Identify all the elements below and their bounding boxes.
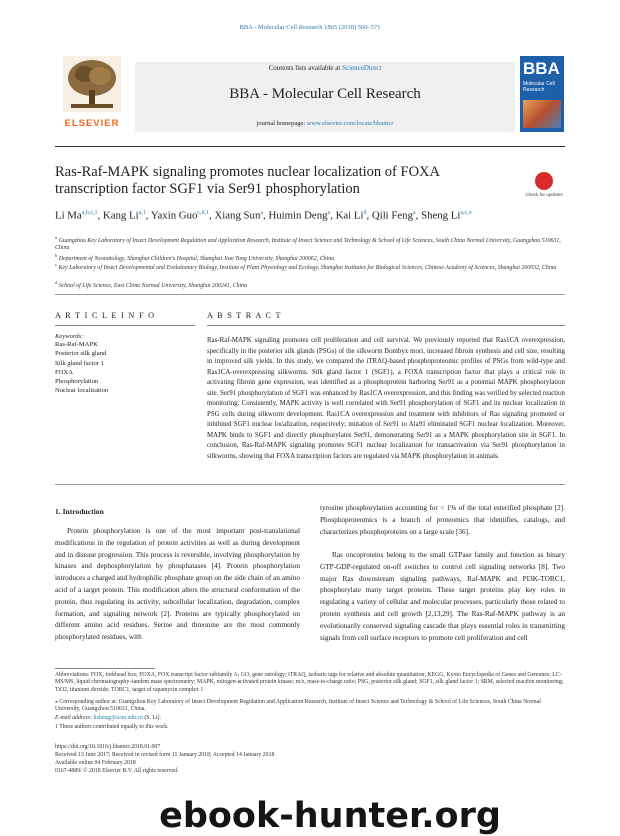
doi-link[interactable]: https://doi.org/10.1016/j.bbamcr.2018.01.007	[55, 744, 161, 750]
homepage-line: journal homepage: www.elsevier.com/locate/bbamcr	[256, 120, 394, 127]
email-footnote: E-mail address: lisheng@scnu.edu.cn (S. Li).	[55, 715, 161, 721]
journal-masthead	[135, 62, 515, 132]
copyright: 0167-4889/ © 2018 Elsevier B.V. All rights reserved.	[55, 768, 179, 774]
keyword: FOXA	[55, 368, 73, 376]
watermark-text: ebook-hunter.org	[159, 796, 501, 836]
keyword: Posterior silk gland	[55, 350, 107, 358]
abstract-divider	[55, 484, 565, 485]
journal-homepage-link[interactable]: www.elsevier.com/locate/bbamcr	[306, 120, 394, 127]
email-link[interactable]: lisheng@scnu.edu.cn	[93, 715, 143, 721]
article-info-rule	[55, 325, 195, 326]
publisher-logo-text: ELSEVIER	[64, 118, 120, 129]
journal-title: BBA - Molecular Cell Research	[229, 86, 421, 102]
abstract-rule	[207, 325, 565, 326]
affiliation: $^b$ Department of Neonatology, Shanghai Children's Hospital, Shanghai Jiao Tong University, Shanghai 200062, China	[55, 253, 335, 262]
affiliation-divider	[55, 294, 565, 295]
author: Huimin Deng	[268, 209, 328, 222]
author-list: Li Ma$^{a,b,c,1}$, Kang Li$^{a,1}$, Yaxin Guo$^{c,d,1}$, Xiang Sun$^a$, Huimin Deng$^a$, Kai Li$^d$, Qili Feng$^a$, Sheng $Li^{a,c,⁎}$	[55, 209, 472, 222]
equal-contribution-footnote: 1 These authors contributed equally to this work.	[55, 724, 169, 730]
corresponding-author-footnote: ⁎ Corresponding author at: Guangzhou Key Laboratory of Insect Development Regulation and Application Research, Institute of Insect Science and Technology & School of Life Sciences, South China Normal University, Guangzhou 510631, China.	[55, 699, 541, 713]
check-updates-icon	[535, 172, 553, 190]
keywords-block	[55, 333, 195, 396]
abstract-text: Ras-Raf-MAPK signaling promotes cell proliferation and cell survival. We previously reported that Ras1CA overexpression, specifically in the posterior silk glands (PSGs) of the silkworm Bombyx mori, increased fibroin synthesis and cell size, resulting in improved silk yields. In this study, we compared the iTRAQ-based phosphoproteomic profiles of PSGs from wild-type and Ras1CA-overexpressing silkworms. Silk gland factor 1 (SGF1), a FOXA transcription factor that plays a critical role in activating fibroin gene expression, was identified as a phosphoprotein harboring Ser91 as a potential MAPK phosphorylation site. Ser91 phosphorylation of SGF1 was enhanced by Ras1CA overexpression, and this finding was verified by selected reaction monitoring. Consistently, MAPK activity is well correlated with Ser91 phosphorylation of SGF1 and its nuclear localization in PSG cells during silkworm development. Ras1CA overexpression and treatment with inhibitors of Ras signaling promoted or inhibited SGF1 nuclear localization, respectively; mutation of Ser91 to Ala91 eliminated SGF1 nuclear localization. Moreover, MAPK binds to SGF1 and directly phosphorylates Ser91, demonstrating Ser91 as a MAPK phosphorylation site in SGF1. In conclusion, Ras-Raf-MAPK signaling promotes SGF1 nuclear localization for transactivation via Ser91 phosphorylation in silkworms, showing that FOXA transcription factors are regulated via MAPK phosphorylation in animals.	[207, 337, 565, 460]
check-for-updates-badge[interactable]: Check for updates	[525, 170, 563, 208]
affiliation: $^d$ School of Life Science, East China Normal University, Shanghai 200241, China	[55, 280, 248, 289]
cover-subtitle: Molecular Cell Research	[523, 81, 555, 93]
intro-column-1: Protein phosphorylation is one of the most important post-translational modifications in the regulation of protein activities as well as during development and in disease progression. This process is reversible, involving phosphorylation by kinases and dephosphorylation by phosphatases [4]. Protein phosphorylation introduces a charged and hydrophilic phosphate group on the side chain of an amino acid of a target protein. This modification alters the structural conformation of the protein, thus regulating its activity, subcellular localization, degradation, complex formation, and signaling network [2]. Proteins are typically phosphorylated on different amino acid residues. Serine and threonine are the most commonly phosphorylated residues, with	[55, 527, 300, 642]
author: Yaxin Guo	[150, 209, 198, 222]
article-title: Ras-Raf-MAPK signaling promotes nuclear localization of FOXA transcription factor SGF1 via Ser91 phosphorylation	[55, 164, 440, 197]
cover-title: BBA	[523, 59, 560, 78]
keyword: Ras-Raf-MAPK	[55, 341, 98, 348]
author: Qili Feng	[371, 209, 413, 222]
keyword: Phosphorylation	[55, 378, 99, 386]
abstract-heading: A B S T R A C T	[207, 311, 282, 320]
author: Kang Li	[102, 209, 139, 222]
footnote-rule	[55, 668, 155, 669]
author: Kai Li	[335, 209, 364, 222]
keyword: Nuclear localization	[55, 387, 109, 395]
sciencedirect-link[interactable]: ScienceDirect	[342, 64, 382, 72]
keywords-label: Keywords:	[55, 333, 84, 340]
affiliation: $^c$ Key Laboratory of Insect Developmental and Evolutionary Biology, Institute of Plant Physiology and Ecology, Shanghai Institutes for Biological Sciences, Chinese Academy of Sciences, Shanghai 200032, China	[55, 262, 557, 271]
affiliation: $^a$ Guangzhou Key Laboratory of Insect Development Regulation and Application Research, Institute of Insect Science and Technology & School of Life Sciences, South China Normal University, Guangzhou 510631, China	[55, 235, 561, 252]
contents-line: Contents lists available at ScienceDirect	[268, 64, 382, 72]
available-online: Available online 04 February 2018	[55, 760, 136, 766]
author: Xiang Sun	[214, 209, 261, 222]
author: Li Ma	[55, 209, 82, 222]
journal-cover-thumbnail[interactable]	[520, 56, 564, 132]
elsevier-tree-icon	[63, 56, 121, 112]
running-header[interactable]: BBA - Molecular Cell Research 1865 (2018) 560–571	[239, 24, 381, 31]
masthead-divider	[55, 146, 565, 147]
intro-heading: 1. Introduction	[55, 507, 104, 516]
abbreviations-footnote: Abbreviations: FOX, forkhead box; FOXA, FOX transcript factor subfamily A; GO, gene ontology; iTRAQ, isobaric tags for relative and absolute quantitation; KEGG, Kyoto Encyclopedia of Genes and Genomes; LC-MS/MS, liquid chromatography–tandem mass spectrometry; MAPK, mitogen-activated protein kinase; m/z, mass-to-charge ratio; PSG, posterior silk gland; SGF1, silk gland factor 1; SRM, selected reaction monitoring; TiO2, titanium dioxide; TORC1, target of rapamycin complex 1	[55, 672, 564, 693]
keyword: Silk gland factor 1	[55, 359, 104, 367]
article-info-heading: A R T I C L E I N F O	[55, 311, 156, 320]
author: Sheng Li	[421, 209, 461, 222]
intro-column-2-para-1: tyrosine phosphorylation accounting for < 1% of the total esterified phosphate [2]. Phosphoproteomics is a branch of proteomics that identifies, catalogs, and characterizes phosphoproteins on a large scale [36].	[320, 504, 565, 536]
elsevier-logo	[55, 56, 129, 136]
received-dates: Received 13 June 2017; Received in revised form 11 January 2018; Accepted 14 January 2018	[55, 752, 275, 758]
intro-column-2-para-2: Ras oncoproteins belong to the small GTPase family and function as binary GTP-GDP-regulated on-off switches to control cell signaling networks [8]. Two major Ras downstream signaling pathways, Raf-MAPK and PI3K-TORC1, phosphorylate many target proteins. These target proteins play key roles in regulating a variety of cellular and molecular processes, particularly those related to protein synthesis and cell growth [2,13,29]. The Ras-Raf-MAPK pathway is an evolutionarily conserved signaling cascade that plays essential roles in transmitting signals from cell surface receptors to promote cell proliferation and cell	[320, 551, 565, 642]
cover-image	[523, 100, 561, 128]
